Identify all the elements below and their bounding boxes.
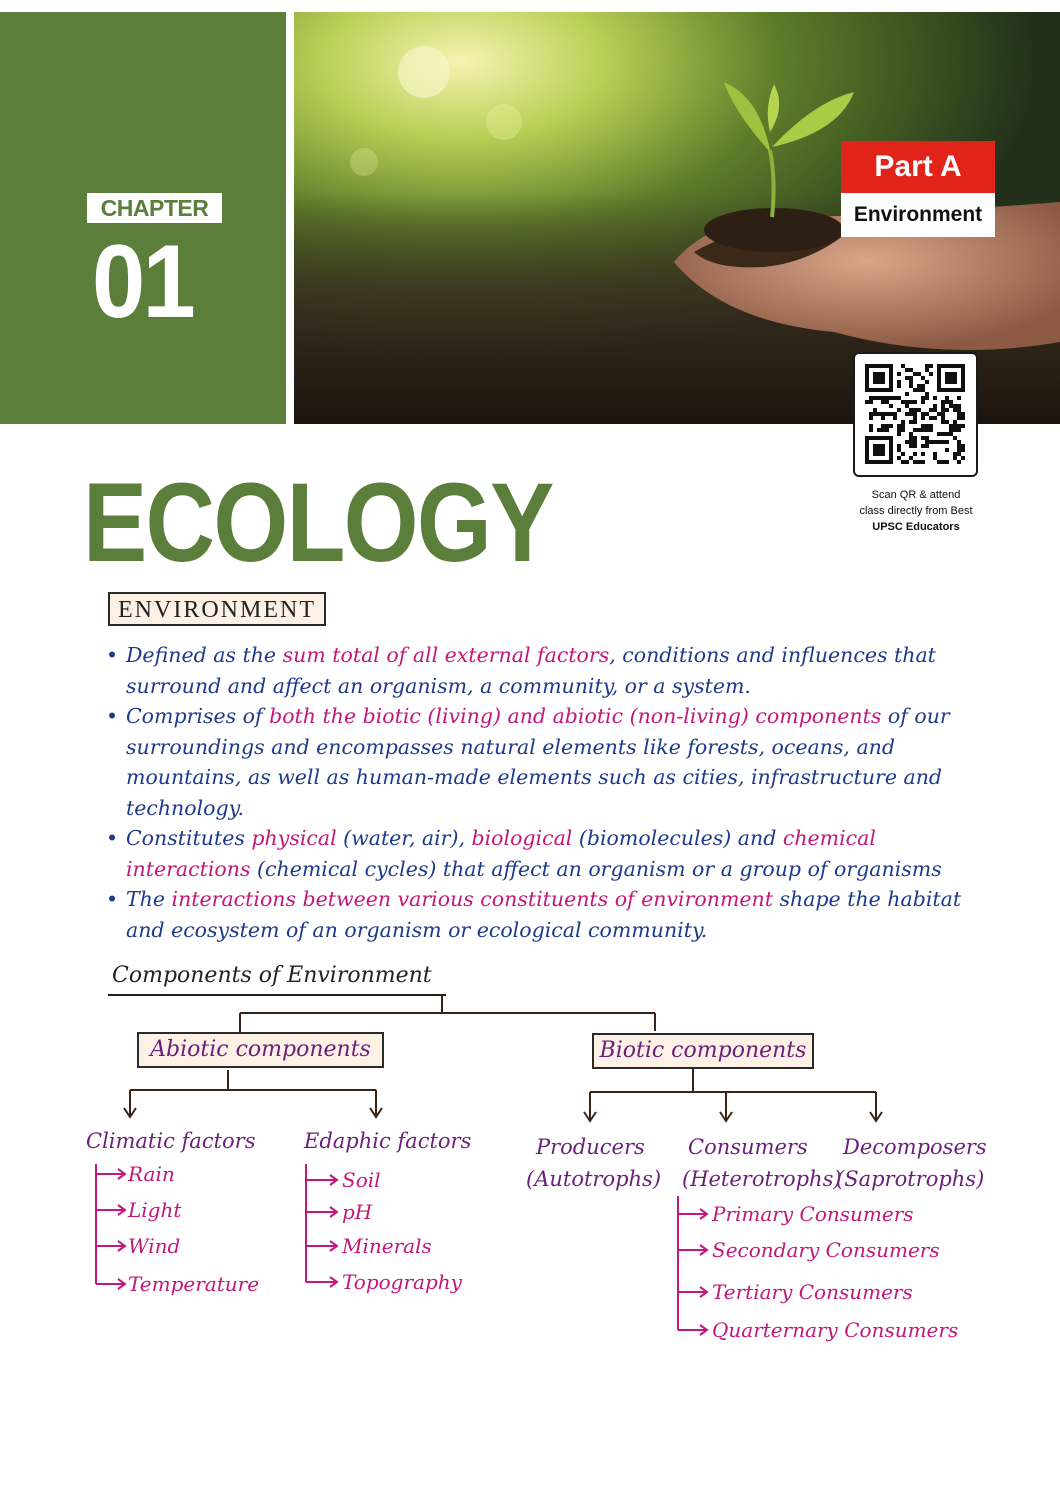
note-highlight: both the biotic (living) and abiotic (non-living) components: [269, 704, 882, 728]
note-highlight: sum total of all external factors: [282, 643, 610, 667]
environment-heading: ENVIRONMENT: [108, 592, 326, 626]
qr-caption-line: Scan QR & attend: [871, 489, 961, 501]
note-highlight: physical: [251, 826, 337, 850]
qr-caption-line: class directly from Best: [859, 505, 973, 517]
edaphic-item: pH: [342, 1200, 373, 1224]
note-text: Constitutes: [126, 826, 252, 850]
consumer-item: Secondary Consumers: [712, 1238, 940, 1262]
note-text: (chemical cycles) that affect an organism or a group of organisms: [250, 856, 942, 881]
climatic-item: Rain: [128, 1162, 175, 1186]
abiotic-components-node: Abiotic components: [137, 1032, 384, 1068]
climatic-item: Wind: [128, 1234, 181, 1258]
edaphic-factors-label: Edaphic factors: [304, 1129, 472, 1153]
note-highlight: chemical interactions: [126, 826, 876, 881]
note-text: Comprises of: [126, 704, 270, 728]
decomposers-sub: (Saprotrophs): [836, 1167, 985, 1191]
note-text: The: [126, 887, 172, 911]
climatic-item: Light: [128, 1198, 182, 1222]
note-text: , conditions and influences that surround and affect an organism, a community, or a system.: [126, 643, 936, 698]
producers-sub: (Autotrophs): [526, 1167, 662, 1191]
decomposers-label: Decomposers: [843, 1135, 987, 1159]
consumers-label: Consumers: [688, 1135, 808, 1159]
consumers-sub: (Heterotrophs): [682, 1167, 842, 1191]
note-highlight: interactions between various constituents of environment: [171, 887, 773, 911]
note-text: (biomolecules) and: [572, 826, 783, 850]
chapter-label: CHAPTER: [87, 193, 222, 223]
edaphic-item: Topography: [342, 1270, 462, 1294]
climatic-item: Temperature: [128, 1272, 260, 1296]
producers-label: Producers: [536, 1135, 645, 1159]
chapter-number: 01: [92, 224, 193, 340]
page-title: ECOLOGY: [83, 460, 553, 585]
consumer-item: Primary Consumers: [712, 1202, 914, 1226]
consumer-item: Quarternary Consumers: [712, 1318, 959, 1342]
consumer-item: Tertiary Consumers: [712, 1280, 913, 1304]
components-title: Components of Environment: [112, 963, 432, 988]
note-highlight: biological: [471, 826, 573, 850]
climatic-factors-label: Climatic factors: [86, 1129, 256, 1153]
edaphic-item: Minerals: [342, 1234, 432, 1258]
note-text: of our surroundings and encompasses natural elements like forests, oceans, and mountains, as well as human-made elements such as cities, infrastructure and technology.: [126, 704, 950, 820]
biotic-components-node: Biotic components: [592, 1033, 814, 1069]
part-subject: Environment: [853, 203, 983, 226]
part-label: Part A: [841, 141, 995, 193]
note-text: (water, air),: [336, 826, 472, 850]
edaphic-item: Soil: [342, 1168, 381, 1192]
qr-caption-line: UPSC Educators: [872, 521, 960, 533]
note-text: Defined as the: [126, 643, 283, 667]
note-text: shape the habitat and ecosystem of an organism or ecological community.: [126, 887, 962, 942]
